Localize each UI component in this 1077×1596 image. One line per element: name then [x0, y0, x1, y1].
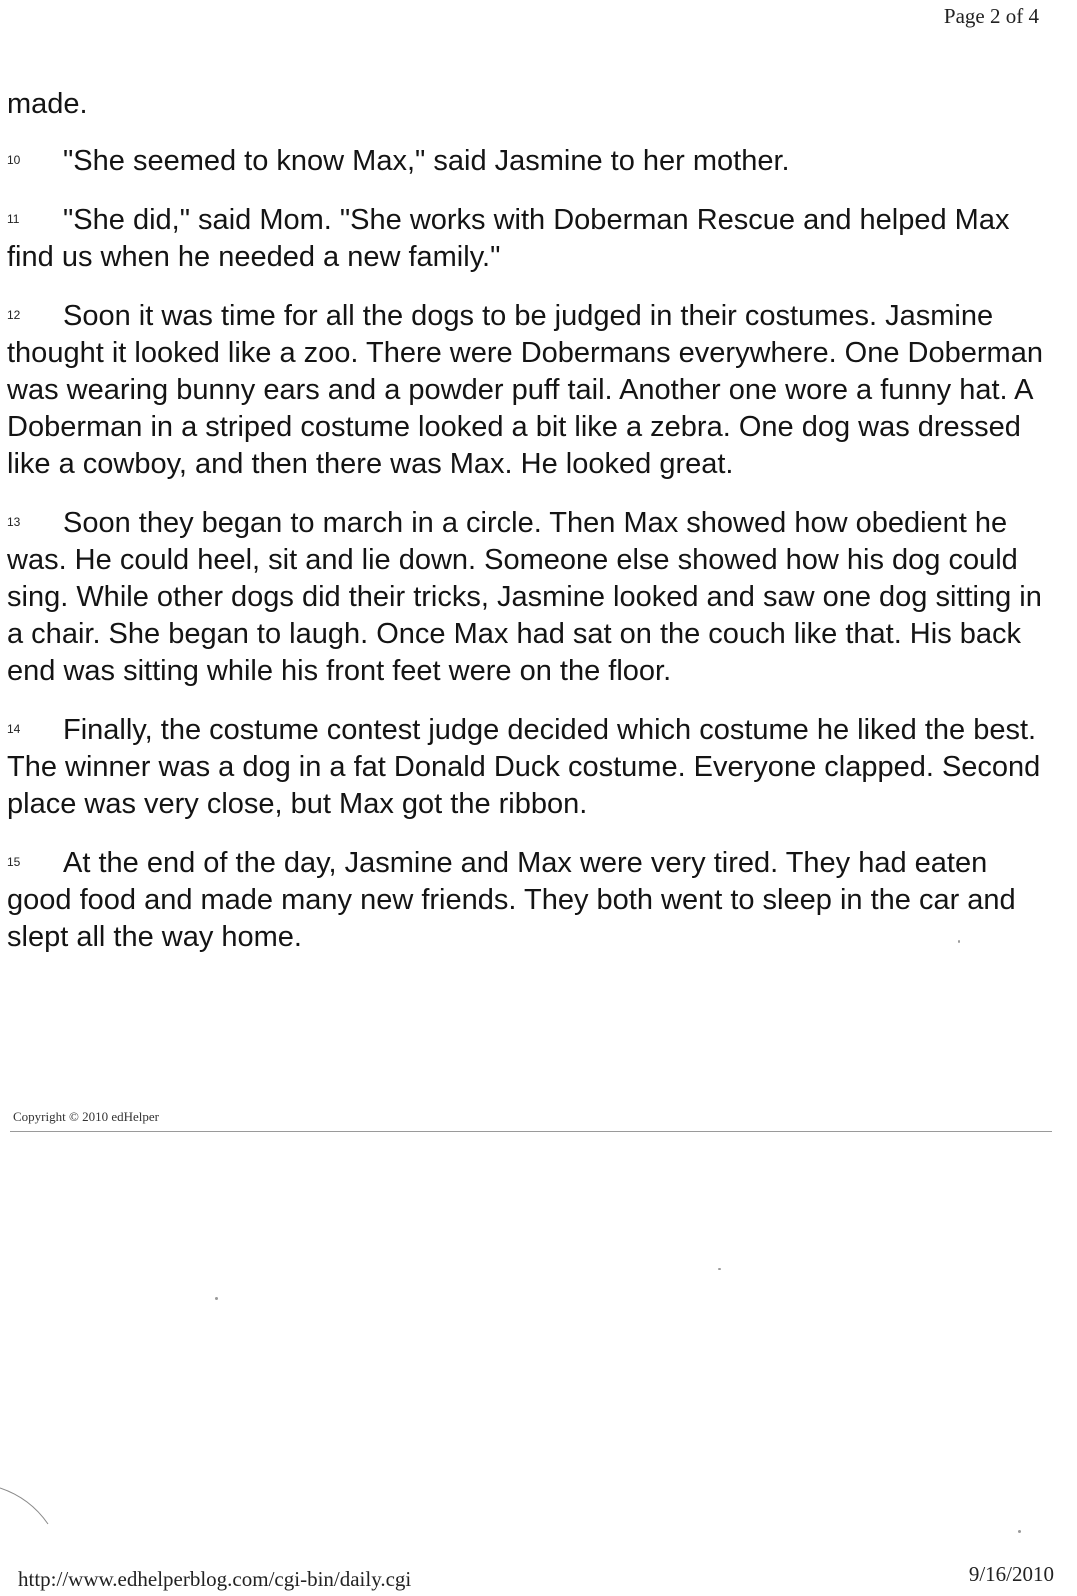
paragraph-text: Soon it was time for all the dogs to be judged in their costumes. Jasmine thought it looked like a zoo. There were Dobermans everywhere. One Doberman was wearing bunny ears and a powder puff tail. Another one wore a funny hat. A Doberman in a striped costume looked a bit like a zebra. One dog was dressed like a cowboy, and then there was Max. He looked great. — [7, 300, 1043, 480]
paragraph-text: "She seemed to know Max," said Jasmine to her mother. — [63, 145, 790, 177]
scan-artifact-curve — [0, 1480, 60, 1530]
paragraph-number: 10 — [7, 153, 21, 167]
paragraph-number: 11 — [7, 212, 20, 226]
paragraph-number: 12 — [7, 308, 21, 322]
footer-date: 9/16/2010 — [968, 1562, 1054, 1586]
story-paragraph — [7, 504, 1047, 690]
scan-speck — [958, 940, 960, 943]
footer-url: http://www.edhelperblog.com/cgi-bin/daily.cgi — [18, 1567, 412, 1591]
story-paragraph — [7, 711, 1047, 823]
story-paragraph — [7, 201, 1047, 276]
paragraph-number: 14 — [7, 722, 21, 736]
paragraph-text: "She did," said Mom. "She works with Doberman Rescue and helped Max find us when he needed a new family." — [7, 204, 1010, 273]
copyright-notice: Copyright © 2010 edHelper — [13, 1109, 159, 1124]
scan-speck — [1018, 1530, 1021, 1533]
story-body — [7, 86, 1047, 977]
footer-divider — [10, 1131, 1052, 1132]
story-paragraph — [7, 844, 1047, 956]
continuation-text: made. — [7, 88, 88, 120]
paragraph-number: 15 — [7, 855, 21, 869]
paragraph-text: Soon they began to march in a circle. Then Max showed how obedient he was. He could heel, sit and lie down. Someone else showed how his dog could sing. While other dogs did their tricks, Jasmine looked and saw one dog sitting in a chair. She began to laugh. Once Max had sat on the couch like that. His back end was sitting while his front feet were on the floor. — [7, 507, 1042, 687]
paragraph-text: At the end of the day, Jasmine and Max were very tired. They had eaten good food and made many new friends. They both went to sleep in the car and slept all the way home. — [7, 847, 1016, 953]
paragraph-text: Finally, the costume contest judge decided which costume he liked the best. The winner was a dog in a fat Donald Duck costume. Everyone clapped. Second place was very close, but Max got the ribbon. — [7, 714, 1041, 820]
story-paragraph — [7, 142, 1047, 180]
story-paragraph — [7, 297, 1047, 483]
paragraph-number: 13 — [7, 515, 21, 529]
scan-speck — [215, 1297, 218, 1300]
scan-speck — [718, 1268, 721, 1270]
page-number-label: Page 2 of 4 — [943, 4, 1039, 28]
